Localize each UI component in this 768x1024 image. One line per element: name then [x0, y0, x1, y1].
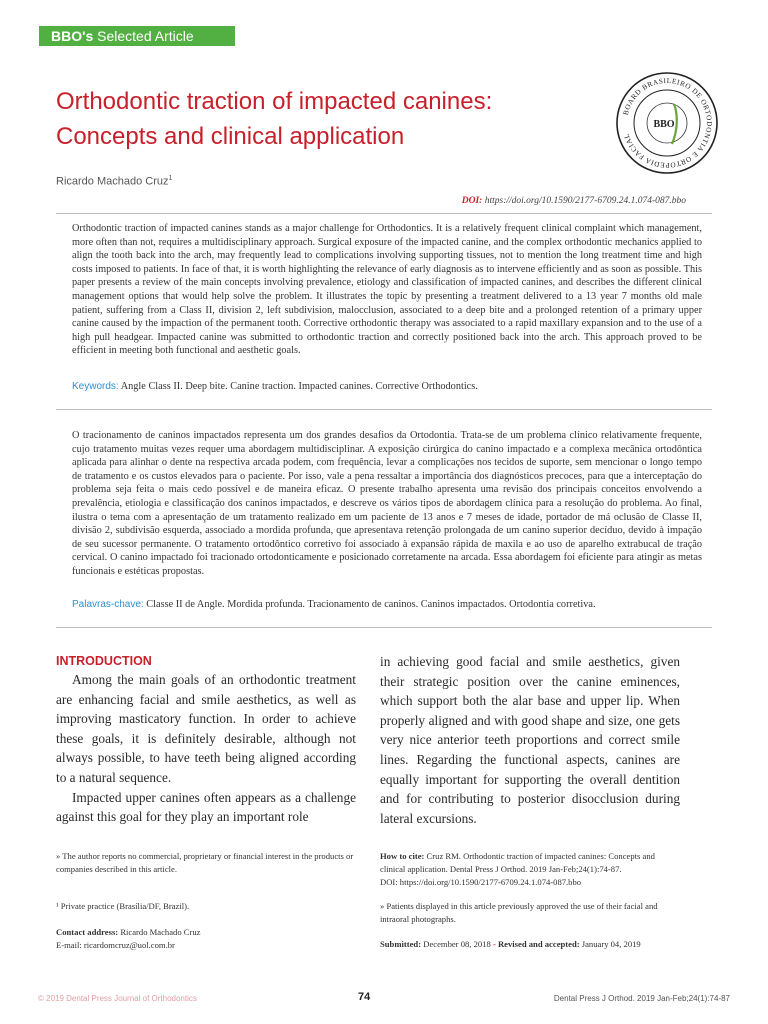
- intro-paragraph-3: in achieving good facial and smile aesthetics, given their strategic position over the canine eminences, which support both the alar base and upper lip. When properly aligned and with good shape and size, one gets very nice anterior teeth proportions and correct smile lines. Regarding the functional aspects, canines are equally important for supporting the overall dentition and for contributing to posterior disocclusion during lateral excursions.: [380, 654, 680, 826]
- article-title: [56, 84, 596, 154]
- author-affiliation-mark: 1: [168, 175, 173, 182]
- author-line: [56, 175, 172, 188]
- conflict-of-interest-note: » The author reports no commercial, proprietary or financial interest in the products or companies described in this article.: [56, 851, 354, 874]
- bbo-seal-logo: [614, 70, 720, 176]
- contact-address: [56, 926, 356, 952]
- revised-label: Revised and accepted:: [497, 939, 580, 949]
- contact-email[interactable]: E-mail: ricardomcruz@uol.com.br: [56, 940, 175, 950]
- divider-bottom: [56, 627, 712, 628]
- keywords-line: [72, 381, 702, 392]
- patient-consent-note: » Patients displayed in this article previously approved the use of their facial and intraoral photographs.: [380, 901, 658, 924]
- contact-name: Ricardo Machado Cruz: [120, 927, 201, 937]
- abstract-english: Orthodontic traction of impacted canines stands as a major challenge for Orthodontics. It is a relatively frequent clinical complaint which management, more often than not, requires a multidisciplinary approach. Surgical exposure of the impacted canine, and the complex orthodontic mechanics applied to align the tooth back into the arch, may frequently lead to complications involving supporting tissues, not to mention the long treatment time and high costs imposed to patients. In face of that, it is worth highlighting the relevance of early diagnosis as to intervene efficiently and as soon as possible. This paper presents a review of the main concepts involving prevalence, etiology and classification of impacted canines, and describes the different clinical management options that would help solve the problem. It illustrates the topic by presenting a treatment delivered to a 13 year 7 months old male patient, suffering from a Class II, division 2, left subdivision, malocclusion, associated to a deep bite and a prolonged retention of a primary upper canine caused by the impaction of the permanent tooth. Corrective orthodontic therapy was associated to a rapid maxillary expansion and to the use of a high pull headgear. Impacted canine was submitted to orthodontic traction and correctly positioned back into the arch. This approach proved to be efficient in meeting both functional and aesthetic goals.: [72, 223, 702, 357]
- page-number: 74: [358, 991, 371, 1003]
- introduction-heading: INTRODUCTION: [56, 654, 152, 668]
- section-banner: [39, 26, 235, 46]
- seal-ring-text: BOARD BRASILEIRO DE ORTODONTIA E ORTOPEDIA FACIAL: [621, 76, 714, 170]
- submitted-label: Submitted:: [380, 939, 422, 949]
- title-line-1: Orthodontic traction of impacted canines:: [56, 88, 493, 115]
- contact-label: Contact address:: [56, 927, 119, 937]
- divider-middle: [56, 409, 712, 410]
- seal-center-text: BBO: [653, 119, 675, 130]
- doi-label: DOI:: [461, 196, 483, 206]
- intro-paragraph-1: Among the main goals of an orthodontic treatment are enhancing facial and smile aesthetics, as well as improving masticatory function. In order to achieve these goals, it is definitely desirable, although not always possible, to have teeth being aligned according to a natural sequence.: [56, 672, 356, 785]
- intro-paragraph-2: Impacted upper canines often appears as a challenge against this goal for they play an important role: [56, 789, 356, 825]
- how-to-cite-label: How to cite:: [380, 851, 425, 861]
- revised-date: January 04, 2019: [581, 939, 641, 949]
- abstract-portuguese: O tracionamento de caninos impactados representa um dos grandes desafios da Ortodontia. Trata-se de um problema clínico relativamente frequente, cujo tratamento muitas vezes requer uma abordagem multidisciplinar. A exposição cirúrgica do canino impactado e a complexa mecânica ortodôntica aplicada para alinhar o dente na respectiva arcada podem, com frequência, levar a complicações nos tecidos de suporte, sem mencionar o longo tempo de tratamento e os custos elevados para o paciente. Por isso, vale a pena ressaltar a importância dos diagnósticos precoces, para que a interceptação do problema seja feita o mais cedo possível e de maneira eficaz. O presente trabalho apresenta uma revisão dos principais conceitos envolvendo a prevalência, etiologia e classificação dos caninos impactados, e descreve os vários tipos de abordagem clínica para a resolução do problema. Ao final, ilustra o tema com a apresentação de um tratamento realizado em um paciente de 13 anos e 7 meses de idade, portador de má oclusão de Classe II, divisão 2, subdivisão esquerda, associado a mordida profunda, que apresentava retenção prolongada de um canino superior decíduo, devido à impação de seu sucessor permanente. O tratamento ortodôntico corretivo foi associado à expansão rápida de maxila e ao uso de aparelho extrabucal de tração cervical. O canino impactado foi tracionado ortodonticamente e posicionado corretamente na arcada. Essa abordagem foi eficiente para atingir as metas funcionais e estéticas propostas.: [72, 430, 702, 577]
- banner-brand: BBO's: [51, 28, 94, 44]
- divider-top: [56, 213, 712, 214]
- footer-copyright: © 2019 Dental Press Journal of Orthodontics: [38, 994, 197, 1003]
- author-name: Ricardo Machado Cruz: [56, 175, 169, 188]
- palavras-chave-text: Classe II de Angle. Mordida profunda. Tracionamento de caninos. Caninos impactados. Ortodontia corretiva.: [146, 599, 596, 610]
- how-to-cite: [380, 850, 680, 889]
- title-line-2: Concepts and clinical application: [56, 123, 405, 150]
- how-to-cite-doi[interactable]: DOI: https://doi.org/10.1590/2177-6709.24.1.074-087.bbo: [380, 877, 582, 887]
- doi-line: [462, 196, 686, 206]
- keywords-label: Keywords:: [72, 381, 119, 392]
- banner-text: Selected Article: [97, 28, 194, 44]
- submitted-date: December 08, 2018: [423, 939, 491, 949]
- footer-citation: Dental Press J Orthod. 2019 Jan-Feb;24(1):74-87: [553, 994, 730, 1003]
- how-to-cite-text: Cruz RM. Orthodontic traction of impacted canines: Concepts and clinical application. Dental Press J Orthod. 2019 Jan-Feb;24(1):74-87.: [380, 851, 655, 874]
- keywords-text: Angle Class II. Deep bite. Canine traction. Impacted canines. Corrective Orthodontics.: [120, 381, 478, 392]
- palavras-chave-label: Palavras-chave:: [72, 599, 144, 610]
- affiliation-note: ¹ Private practice (Brasília/DF, Brazil).: [56, 901, 190, 911]
- body-column-right: [380, 652, 680, 828]
- body-column-left: [56, 670, 356, 827]
- palavras-chave-line: [72, 599, 702, 610]
- submission-dates: Submitted: December 08, 2018 - Revised and accepted: January 04, 2019: [380, 939, 641, 949]
- doi-link[interactable]: https://doi.org/10.1590/2177-6709.24.1.074-087.bbo: [484, 196, 686, 206]
